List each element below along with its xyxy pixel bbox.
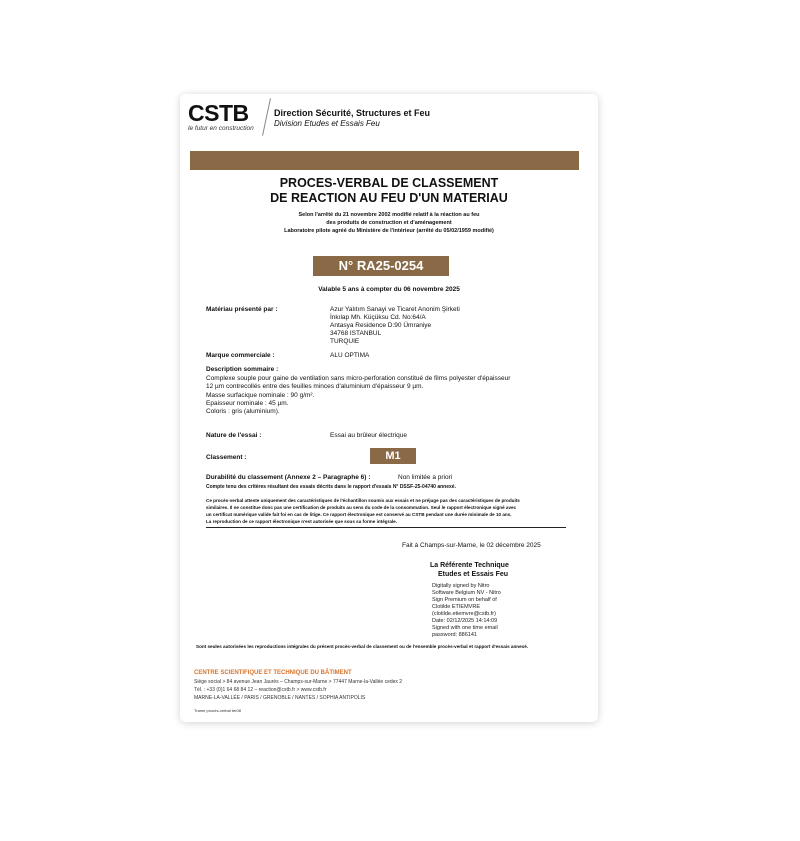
footer-code: Trame procès-verbal ter08 (194, 708, 241, 713)
subtitle-line2: des produits de construction et d'aménagement (326, 220, 452, 226)
nature-value: Essai au brûleur électrique (330, 432, 407, 439)
subtitle-line1: Selon l'arrêté du 21 novembre 2002 modifié relatif à la réaction au feu (298, 212, 480, 218)
validity-text: Valable 5 ans à compter du 06 novembre 2025 (318, 286, 460, 293)
description-line: Masse surfacique nominale : 90 g/m². (206, 392, 315, 399)
durabilite-value: Non limitée a priori (398, 474, 453, 481)
description-label: Description sommaire : (206, 366, 279, 373)
signature-line: (clotilde.etiemvre@cstb.fr) (432, 611, 496, 617)
signature-line: Signed with one time email (432, 625, 498, 631)
materiau-label: Matériau présenté par : (206, 306, 278, 313)
place-date: Fait à Champs-sur-Marne, le 02 décembre 2025 (402, 542, 541, 549)
cstb-logo (188, 102, 266, 138)
signature-line: Software Belgium NV - Nitro (432, 590, 501, 596)
description-line: Epaisseur nominale : 45 µm. (206, 400, 289, 407)
disclaimer-line: un certificat numérique valide fait foi en cas de litige. Ce rapport électronique est conservé au CSTB pendant une durée minimale de 10 ans. (206, 512, 512, 517)
subtitle-line3: Laboratoire pilote agréé du Ministère de l'intérieur (arrêté du 05/02/1959 modifié) (284, 228, 494, 234)
document-page (180, 94, 598, 722)
signatory-title: La Référente Technique (430, 562, 509, 569)
logo-text: CSTB (188, 100, 249, 126)
materiau-line: İnkılap Mh. Küçüksu Cd. No:64/A (330, 314, 426, 321)
description-line: Coloris : gris (aluminium). (206, 408, 280, 415)
materiau-line: Antasya Residence D:90 Ümraniye (330, 322, 432, 329)
materiau-line: Azur Yalıtım Sanayi ve Ticaret Anonim Şirketi (330, 306, 460, 313)
footer-contact: Tél. : +33 (0)1 64 68 84 12 – reaction@cstb.fr > www.cstb.fr (194, 687, 327, 693)
materiau-line: TURQUIE (330, 338, 360, 345)
header-band (190, 151, 579, 170)
compte-tenu-text: Compte tenu des critères résultant des essais décrits dans le rapport d'essais N° DSSF-25-04740 annexé. (206, 484, 456, 490)
signatory-subtitle: Etudes et Essais Feu (438, 571, 509, 578)
classement-badge: M1 (370, 448, 416, 464)
footer-org: CENTRE SCIENTIFIQUE ET TECHNIQUE DU BÂTIMENT (194, 670, 352, 676)
header-division: Division Etudes et Essais Feu (274, 119, 380, 128)
description-line: Complexe souple pour gaine de ventilation sans micro-perforation constitué de films polyester d'épaisseur (206, 375, 511, 382)
signature-line: Digitally signed by Nitro (432, 583, 490, 589)
materiau-line: 34768 ISTANBUL (330, 330, 382, 337)
footer-sites: MARNE-LA-VALLÉE / PARIS / GRENOBLE / NANTES / SOPHIA ANTIPOLIS (194, 695, 366, 701)
pv-number-badge: N° RA25-0254 (313, 256, 449, 276)
reproduction-note: Sont seules autorisées les reproductions intégrales du présent procès-verbal de classement ou de l'ensemble procès-verbal et rapport d'essais annexé. (196, 644, 529, 649)
marque-label: Marque commerciale : (206, 352, 275, 359)
description-line: 12 µm contrecollés entre des feuilles minces d'aluminium d'épaisseur 9 µm. (206, 383, 424, 390)
logo-tagline: le futur en construction (188, 125, 254, 132)
header-direction: Direction Sécurité, Structures et Feu (274, 108, 431, 118)
signature-line: Clotilde ETIEMVRE (432, 604, 480, 610)
signature-line: Sign Premium on behalf of (432, 597, 497, 603)
marque-value: ALU OPTIMA (330, 352, 370, 359)
disclaimer-line: Ce procès-verbal atteste uniquement des caractéristiques de l'échantillon soumis aux essais et ne préjuge pas des caractéristiques de produits (206, 498, 520, 503)
disclaimer-line: La reproduction de ce rapport électronique n'est autorisée que sous sa forme intégrale. (206, 519, 398, 524)
durabilite-label: Durabilité du classement (Annexe 2 – Paragraphe 6) : (206, 474, 371, 481)
signature-line: password: 886141 (432, 632, 477, 638)
disclaimer-line: similaires. Il ne constitue donc pas une certification de produits au sens du code de la consommation. Seul le rapport électronique signé avec (206, 505, 517, 510)
page-title-line2: DE REACTION AU FEU D'UN MATERIAU (270, 191, 508, 205)
page-title-line1: PROCES-VERBAL DE CLASSEMENT (279, 176, 499, 190)
disclaimer-rule (206, 527, 566, 528)
classement-label: Classement : (206, 454, 247, 461)
nature-label: Nature de l'essai : (206, 432, 262, 439)
signature-line: Date: 02/12/2025 14:14:09 (432, 618, 498, 624)
footer-address: Siège social > 84 avenue Jean Jaurès – Champs-sur-Marne > 77447 Marne-la-Vallée cedex 2 (194, 679, 403, 685)
